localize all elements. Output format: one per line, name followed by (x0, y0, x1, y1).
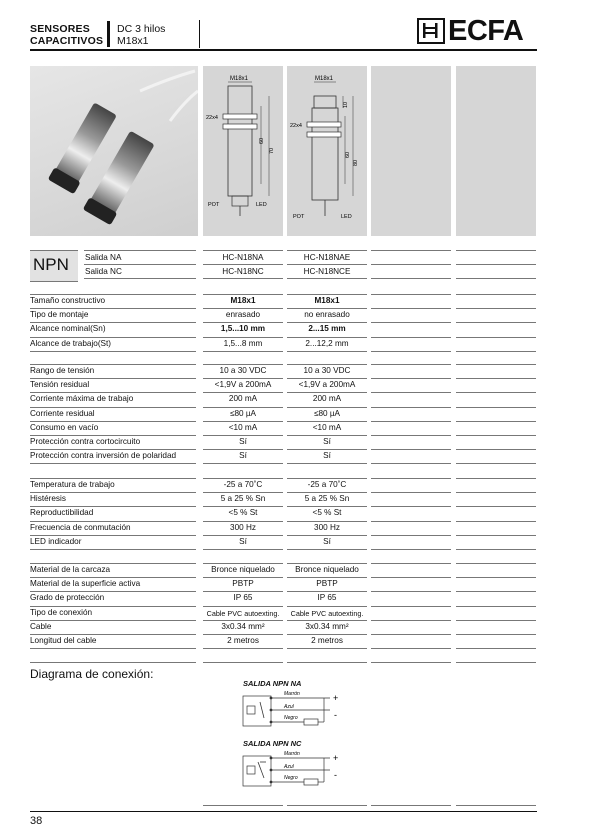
column-footer-line (287, 805, 367, 806)
row-separator (287, 606, 367, 607)
spec-label: Reproductibilidad (30, 508, 94, 518)
row-separator (371, 606, 451, 607)
row-separator (371, 435, 451, 436)
spec-label: Frecuencia de conmutación (30, 522, 131, 532)
row-separator (456, 549, 536, 550)
spec-value: 200 mA (312, 394, 342, 404)
row-separator (30, 364, 196, 365)
row-separator (30, 421, 196, 422)
drawing-dim-80: 80 (353, 159, 359, 166)
spec-value: Sí (323, 437, 331, 446)
header-subtitle-line1: DC 3 hilos (117, 23, 166, 35)
column-footer-line (371, 805, 451, 806)
spec-label: Temperatura de trabajo (30, 480, 115, 489)
row-separator (456, 606, 536, 607)
row-separator (456, 294, 536, 295)
row-separator (371, 521, 451, 522)
row-separator (203, 378, 283, 379)
row-separator (456, 506, 536, 507)
spec-value: 2 metros (311, 636, 343, 645)
row-separator (30, 521, 196, 522)
spec-value: Bronce niquelado (211, 565, 275, 574)
row-separator (203, 364, 283, 365)
spec-value: <10 mA (228, 422, 258, 432)
row-separator (203, 421, 283, 422)
row-separator (203, 351, 283, 352)
column-footer-line (287, 662, 367, 663)
row-separator (30, 634, 196, 635)
spec-label: Corriente residual (30, 408, 95, 418)
row-separator (371, 392, 451, 393)
spec-value: 5 a 25 % Sn (220, 494, 266, 504)
spec-label: Tipo de conexión (30, 607, 93, 617)
spec-value: PBTP (232, 579, 254, 589)
row-separator (203, 535, 283, 536)
dimension-drawing-na (203, 66, 283, 236)
row-separator (456, 577, 536, 578)
spec-value: IP 65 (317, 593, 337, 603)
row-separator (371, 421, 451, 422)
spec-value: <10 mA (312, 422, 342, 432)
row-separator (30, 435, 196, 436)
drawing-dim-70: 70 (269, 147, 275, 154)
npn-separator (456, 278, 536, 279)
row-separator (371, 351, 451, 352)
row-separator (371, 563, 451, 564)
npn-separator (456, 264, 536, 265)
row-separator (203, 449, 283, 450)
logo-text: ECFA (448, 15, 524, 47)
drawing-dim-22-2: 22x4 (290, 123, 302, 129)
row-separator (456, 620, 536, 621)
spec-value: <1,9V a 200mA (298, 380, 356, 390)
spec-label: Alcance de trabajo(St) (30, 338, 112, 348)
npn-separator (371, 250, 451, 251)
spec-value: M18x1 (230, 296, 256, 305)
row-separator (30, 492, 196, 493)
row-separator (371, 591, 451, 592)
model-na-1: HC-N18NA (222, 253, 264, 262)
npn-separator (371, 264, 451, 265)
spec-value: IP 65 (233, 593, 253, 603)
row-separator (30, 322, 196, 323)
diagram-title: Diagrama de conexión: (30, 667, 154, 681)
spec-label: Material de la superficie activa (30, 579, 141, 589)
row-separator (456, 435, 536, 436)
spec-label: Tipo de montaje (30, 310, 89, 320)
row-separator (203, 634, 283, 635)
spec-value: Cable PVC autoexting. (290, 608, 364, 618)
wire-black-label-nc: Negro (284, 775, 298, 781)
row-separator (203, 478, 283, 479)
sensor-photo-illustration (30, 66, 198, 236)
wire-blue-label-nc: Azul (284, 764, 294, 770)
row-separator (287, 449, 367, 450)
row-separator (30, 351, 196, 352)
spec-value: <1,9V a 200mA (214, 380, 272, 390)
plus-terminal-nc: + (333, 753, 339, 763)
drawing-pot: POT (208, 202, 220, 208)
row-separator (203, 322, 283, 323)
dimension-drawing-nae (287, 66, 367, 236)
row-separator (456, 407, 536, 408)
spec-label: Tensión residual (30, 380, 90, 390)
header-subtitle-line2: M18x1 (117, 35, 149, 47)
spec-value: 3x0.34 mm² (305, 621, 349, 631)
header-title-line2: CAPACITIVOS (30, 35, 104, 47)
row-separator (30, 535, 196, 536)
row-separator (203, 549, 283, 550)
row-separator (287, 620, 367, 621)
row-separator (30, 620, 196, 621)
row-separator (287, 392, 367, 393)
row-separator (30, 591, 196, 592)
minus-terminal-nc: - (334, 770, 337, 780)
npn-separator (287, 264, 367, 265)
row-separator (371, 478, 451, 479)
spec-value: 5 a 25 % Sn (304, 494, 350, 504)
row-separator (287, 506, 367, 507)
row-separator (456, 351, 536, 352)
row-separator (371, 463, 451, 464)
row-separator (203, 392, 283, 393)
row-separator (371, 648, 451, 649)
logo-mark-icon (417, 18, 445, 44)
plus-terminal: + (333, 693, 339, 703)
row-separator (456, 478, 536, 479)
spec-value: <5 % St (312, 508, 342, 518)
spec-value: 1,5...10 mm (220, 324, 266, 334)
spec-label: Corriente máxima de trabajo (30, 394, 134, 404)
row-separator (203, 591, 283, 592)
spec-value: 300 Hz (230, 522, 256, 532)
spec-value: M18x1 (314, 296, 340, 305)
row-separator (30, 549, 196, 550)
spec-label: Protección contra inversión de polaridad (30, 451, 177, 461)
row-separator (203, 407, 283, 408)
wire-blue-label: Azul (284, 704, 294, 710)
row-separator (371, 634, 451, 635)
row-separator (287, 478, 367, 479)
spec-value: Sí (239, 451, 247, 461)
row-separator (371, 364, 451, 365)
row-separator (456, 492, 536, 493)
spec-value: 200 mA (228, 394, 258, 404)
row-separator (287, 577, 367, 578)
spec-value: 1,5...8 mm (223, 338, 263, 348)
row-separator (203, 521, 283, 522)
row-separator (30, 506, 196, 507)
row-separator (456, 535, 536, 536)
row-separator (456, 421, 536, 422)
row-separator (371, 449, 451, 450)
npn-separator (203, 250, 283, 251)
spec-value: 10 a 30 VDC (219, 366, 267, 375)
product-photo (30, 66, 198, 236)
row-separator (456, 364, 536, 365)
drawing-led: LED (256, 202, 267, 208)
row-separator (30, 392, 196, 393)
row-separator (203, 492, 283, 493)
row-separator (456, 563, 536, 564)
drawing-thread-label-2: M18x1 (315, 76, 334, 82)
row-separator (203, 337, 283, 338)
wiring-diagram-nc (240, 748, 350, 793)
row-separator (30, 463, 196, 464)
drawing-panel-nae (287, 66, 367, 236)
spec-label: Protección contra cortocircuito (30, 437, 141, 446)
row-separator (287, 521, 367, 522)
column-footer-line (30, 662, 196, 663)
model-nc-1: HC-N18NC (222, 267, 264, 276)
header-title (30, 23, 103, 47)
row-separator (456, 521, 536, 522)
row-separator (371, 322, 451, 323)
row-separator (287, 337, 367, 338)
spec-value: 2...15 mm (308, 324, 346, 334)
row-separator (456, 648, 536, 649)
spec-value: no enrasado (304, 310, 350, 320)
model-na-2: HC-N18NAE (303, 253, 351, 262)
minus-terminal: - (334, 710, 337, 720)
row-separator (456, 463, 536, 464)
row-separator (203, 563, 283, 564)
row-separator (203, 463, 283, 464)
spec-value: 2...12,2 mm (305, 338, 349, 348)
drawing-panel-empty-4 (456, 66, 536, 236)
row-separator (371, 549, 451, 550)
row-separator (203, 506, 283, 507)
row-separator (287, 634, 367, 635)
header-divider (107, 21, 110, 47)
row-separator (203, 648, 283, 649)
spec-value: ≤80 µA (229, 408, 257, 418)
row-separator (30, 478, 196, 479)
row-separator (456, 308, 536, 309)
row-separator (287, 421, 367, 422)
spec-value: PBTP (316, 579, 338, 589)
diagram-na-title: SALIDA NPN NA (243, 679, 302, 688)
footer-rule (30, 811, 537, 812)
wire-brown-label-nc: Marrón (284, 751, 300, 757)
row-separator (371, 378, 451, 379)
row-separator (30, 577, 196, 578)
row-separator (371, 506, 451, 507)
row-separator (287, 294, 367, 295)
row-separator (287, 322, 367, 323)
spec-value: 2 metros (227, 636, 259, 645)
spec-label: LED indicador (30, 536, 82, 546)
row-separator (371, 492, 451, 493)
wire-brown-label: Marrón (284, 691, 300, 697)
spec-value: Sí (239, 536, 247, 546)
spec-value: -25 a 70˚C (223, 480, 263, 489)
row-separator (456, 337, 536, 338)
header-title-line1: SENSORES (30, 23, 90, 35)
row-separator (30, 308, 196, 309)
row-separator (287, 535, 367, 536)
row-separator (371, 407, 451, 408)
column-footer-line (456, 805, 536, 806)
drawing-dim-60-2: 60 (345, 151, 351, 158)
npn-separator (203, 278, 283, 279)
spec-label: Tamaño constructivo (30, 296, 106, 305)
npn-label: NPN (33, 255, 69, 274)
spec-label: Longitud del cable (30, 636, 97, 645)
row-separator (203, 308, 283, 309)
npn-separator (84, 264, 196, 265)
row-separator (456, 322, 536, 323)
row-separator (287, 378, 367, 379)
spec-value: Sí (239, 437, 247, 446)
npn-separator (84, 278, 196, 279)
row-separator (371, 337, 451, 338)
spec-value: Cable PVC autoexting. (206, 608, 280, 618)
diagram-nc-title: SALIDA NPN NC (243, 739, 302, 748)
spec-value: -25 a 70˚C (307, 480, 347, 489)
row-separator (287, 549, 367, 550)
row-separator (456, 392, 536, 393)
header-thin-divider (199, 20, 200, 48)
spec-value: <5 % St (228, 508, 258, 518)
salida-nc-label: Salida NC (85, 267, 122, 276)
ecfa-logo (417, 15, 537, 47)
row-separator (456, 449, 536, 450)
row-separator (371, 577, 451, 578)
npn-separator (203, 264, 283, 265)
row-separator (371, 294, 451, 295)
spec-value: enrasado (225, 310, 261, 320)
row-separator (287, 492, 367, 493)
wire-black-label: Negro (284, 715, 298, 721)
row-separator (287, 435, 367, 436)
salida-na-label: Salida NA (85, 253, 122, 262)
drawing-panel-na (203, 66, 283, 236)
row-separator (30, 337, 196, 338)
drawing-pot-2: POT (293, 214, 305, 220)
header-rule (30, 49, 537, 51)
row-separator (371, 620, 451, 621)
spec-value: 10 a 30 VDC (303, 366, 351, 375)
model-nc-2: HC-N18NCE (303, 267, 351, 276)
row-separator (30, 449, 196, 450)
row-separator (287, 308, 367, 309)
drawing-dim-60: 60 (259, 137, 265, 144)
row-separator (203, 577, 283, 578)
row-separator (287, 463, 367, 464)
column-footer-line (203, 805, 283, 806)
spec-label: Consumo en vacío (30, 422, 99, 432)
row-separator (30, 294, 196, 295)
spec-label: Rango de tensión (30, 366, 95, 375)
column-footer-line (456, 662, 536, 663)
npn-separator (287, 250, 367, 251)
header-subtitle (117, 23, 165, 47)
row-separator (30, 563, 196, 564)
row-separator (456, 591, 536, 592)
column-footer-line (371, 662, 451, 663)
spec-value: Bronce niquelado (295, 565, 359, 574)
spec-value: 300 Hz (314, 522, 340, 532)
npn-separator (456, 250, 536, 251)
row-separator (456, 634, 536, 635)
row-separator (30, 378, 196, 379)
spec-label: Histéresis (30, 494, 66, 504)
spec-value: Sí (323, 451, 331, 461)
npn-separator (287, 278, 367, 279)
row-separator (203, 606, 283, 607)
row-separator (203, 435, 283, 436)
row-separator (203, 620, 283, 621)
row-separator (30, 606, 196, 607)
drawing-thread-label: M18x1 (230, 76, 249, 82)
row-separator (287, 351, 367, 352)
spec-value: ≤80 µA (313, 408, 341, 418)
npn-separator (371, 278, 451, 279)
page-number: 38 (30, 815, 43, 827)
drawing-panel-empty-3 (371, 66, 451, 236)
row-separator (287, 563, 367, 564)
row-separator (371, 308, 451, 309)
row-separator (287, 648, 367, 649)
column-footer-line (203, 662, 283, 663)
drawing-dim-10: 10 (343, 101, 349, 108)
spec-value: Sí (323, 536, 331, 546)
drawing-dim-22: 22x4 (206, 115, 218, 121)
spec-value: 3x0.34 mm² (221, 621, 265, 631)
row-separator (30, 648, 196, 649)
row-separator (30, 407, 196, 408)
wiring-diagram-na (240, 688, 350, 733)
spec-label: Material de la carcaza (30, 565, 111, 574)
row-separator (287, 364, 367, 365)
row-separator (371, 535, 451, 536)
spec-label: Cable (30, 621, 52, 631)
row-separator (456, 378, 536, 379)
drawing-led-2: LED (341, 214, 352, 220)
npn-separator (84, 250, 196, 251)
row-separator (203, 294, 283, 295)
row-separator (287, 407, 367, 408)
spec-label: Grado de protección (30, 593, 105, 603)
row-separator (287, 591, 367, 592)
spec-label: Alcance nominal(Sn) (30, 324, 106, 334)
